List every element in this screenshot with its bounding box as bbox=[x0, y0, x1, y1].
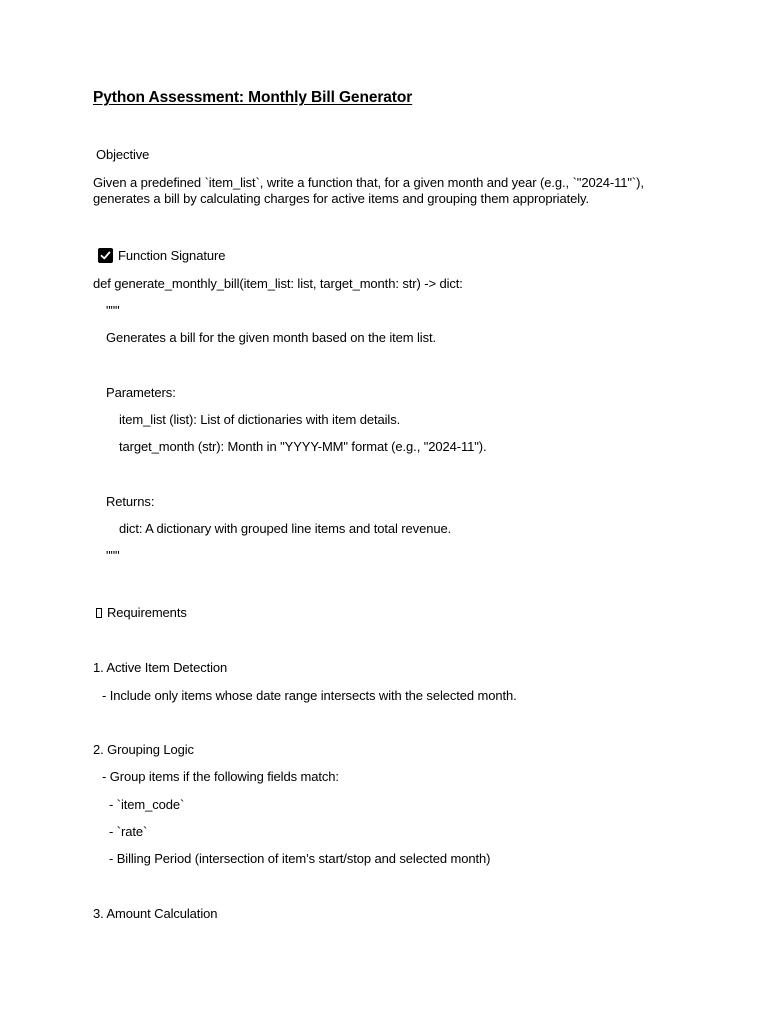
req1-heading: 1. Active Item Detection bbox=[93, 660, 228, 675]
req2-sub-item-code: - `item_code` bbox=[109, 797, 185, 812]
checkbox-checked-icon bbox=[98, 248, 113, 263]
req2-heading: 2. Grouping Logic bbox=[93, 742, 194, 757]
parameters-heading: Parameters: bbox=[106, 385, 176, 400]
requirements-heading: Requirements bbox=[107, 605, 187, 620]
req2-sub-billing-period: - Billing Period (intersection of item’s start/stop and selected month) bbox=[109, 851, 491, 866]
returns-desc: dict: A dictionary with grouped line items and total revenue. bbox=[119, 521, 452, 536]
param-target-month: target_month (str): Month in "YYYY-MM" format (e.g., "2024-11"). bbox=[119, 439, 487, 454]
objective-text: Given a predefined `item_list`, write a function that, for a given month and year (e.g., `"2024-11"`), generates a bill by calculating charges for active items and grouping them appropriately. bbox=[93, 175, 644, 206]
signature-heading: Function Signature bbox=[118, 248, 226, 263]
missing-glyph-icon bbox=[96, 608, 102, 618]
signature-line: def generate_monthly_bill(item_list: list, target_month: str) -> dict: bbox=[93, 276, 463, 291]
requirements-heading-row bbox=[96, 605, 187, 621]
docstring-close: """ bbox=[106, 548, 120, 563]
returns-heading: Returns: bbox=[106, 494, 155, 509]
docstring-open: """ bbox=[106, 303, 120, 318]
req3-heading: 3. Amount Calculation bbox=[93, 906, 218, 921]
signature-heading-row bbox=[98, 248, 225, 264]
req2-item: - Group items if the following fields match: bbox=[102, 769, 339, 784]
docstring-summary: Generates a bill for the given month based on the item list. bbox=[106, 330, 437, 345]
param-item-list: item_list (list): List of dictionaries with item details. bbox=[119, 412, 401, 427]
document-title: Python Assessment: Monthly Bill Generator bbox=[93, 89, 413, 106]
req1-item: - Include only items whose date range intersects with the selected month. bbox=[102, 688, 517, 703]
req2-sub-rate: - `rate` bbox=[109, 824, 148, 839]
objective-heading: Objective bbox=[96, 147, 150, 162]
